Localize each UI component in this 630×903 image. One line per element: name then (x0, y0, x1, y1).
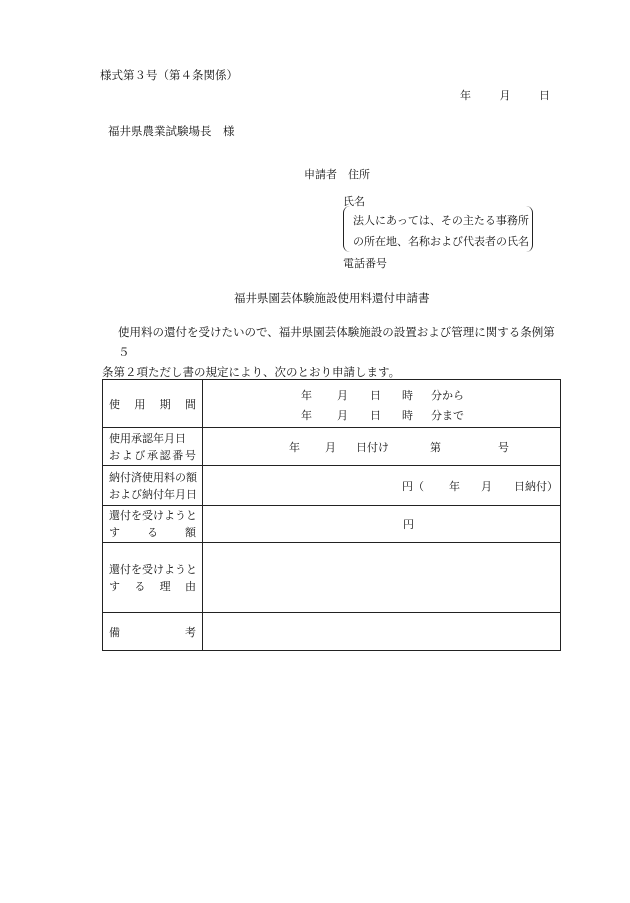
field-paid-fee[interactable] (203, 466, 561, 506)
approval-year: 年 (289, 441, 300, 454)
date-day: 日 (539, 89, 550, 102)
label-paid-fee: 納付済使用料の額 および納付年月日 (103, 466, 203, 506)
label-approval: 使用承認年月日 お よ び 承 認 番 号 (103, 428, 203, 466)
body-line-1: 使用料の還付を受けたいので、福井県園芸体験施設の設置および管理に関する条例第５ (118, 325, 555, 359)
from-year: 年 (301, 389, 312, 402)
table-row-approval (103, 428, 561, 466)
refund-yen: 円 (403, 518, 414, 531)
body-paragraph (102, 322, 562, 382)
field-refund-amount[interactable] (203, 506, 561, 543)
field-approval[interactable] (203, 428, 561, 466)
date-year: 年 (460, 89, 471, 102)
paid-year: 年 (449, 480, 460, 493)
to-hour: 時 (402, 409, 413, 422)
from-minute: 分から (431, 389, 464, 402)
field-refund-reason[interactable] (203, 543, 561, 613)
to-month: 月 (337, 409, 348, 422)
applicant-address-label: 住所 (348, 168, 370, 181)
document-title: 福井県園芸体験施設使用料還付申請書 (234, 291, 430, 305)
label-remarks: 備 考 (103, 613, 203, 651)
table-row-usage-period (103, 380, 561, 428)
date-month: 月 (499, 89, 511, 102)
paid-yen: 円（ (402, 480, 424, 493)
label-refund-reason: 還付を受けようと す る 理 由 (103, 543, 203, 613)
table-row-paid-fee (103, 466, 561, 506)
to-minute: 分まで (431, 409, 464, 422)
table-row-refund-amount (103, 506, 561, 543)
paid-day: 日納付） (514, 480, 558, 493)
from-day: 日 (370, 389, 381, 402)
table-row-remarks (103, 613, 561, 651)
table-row-refund-reason (103, 543, 561, 613)
from-hour: 時 (402, 389, 413, 402)
applicant-name-label: 氏名 (343, 195, 365, 208)
to-day: 日 (370, 409, 381, 422)
field-usage-period[interactable] (203, 380, 561, 428)
applicant-phone-label: 電話番号 (343, 257, 387, 270)
applicant-label: 申請者 (304, 168, 337, 181)
approval-day: 日付け (356, 441, 389, 454)
label-refund-amount: 還付を受けようと す る 額 (103, 506, 203, 543)
field-remarks[interactable] (203, 613, 561, 651)
label-usage-period: 使 用 期 間 (103, 380, 203, 428)
form-number: 様式第３号（第４条関係） (100, 68, 238, 82)
to-year: 年 (301, 409, 312, 422)
corporate-note-line2: の所在地、名称および代表者の氏名 (353, 235, 529, 248)
addressee: 福井県農業試験場長 様 (108, 124, 235, 138)
application-table (102, 379, 561, 651)
approval-no-prefix: 第 (430, 441, 441, 454)
date-line (460, 87, 550, 103)
approval-month: 月 (325, 441, 336, 454)
from-month: 月 (337, 389, 348, 402)
corporate-note-line1: 法人にあっては、その主たる事務所 (353, 214, 529, 227)
approval-no-suffix: 号 (498, 441, 509, 454)
paid-month: 月 (481, 480, 492, 493)
body-line-2: 条第２項ただし書の規定により、次のとおり申請します。 (102, 365, 401, 379)
